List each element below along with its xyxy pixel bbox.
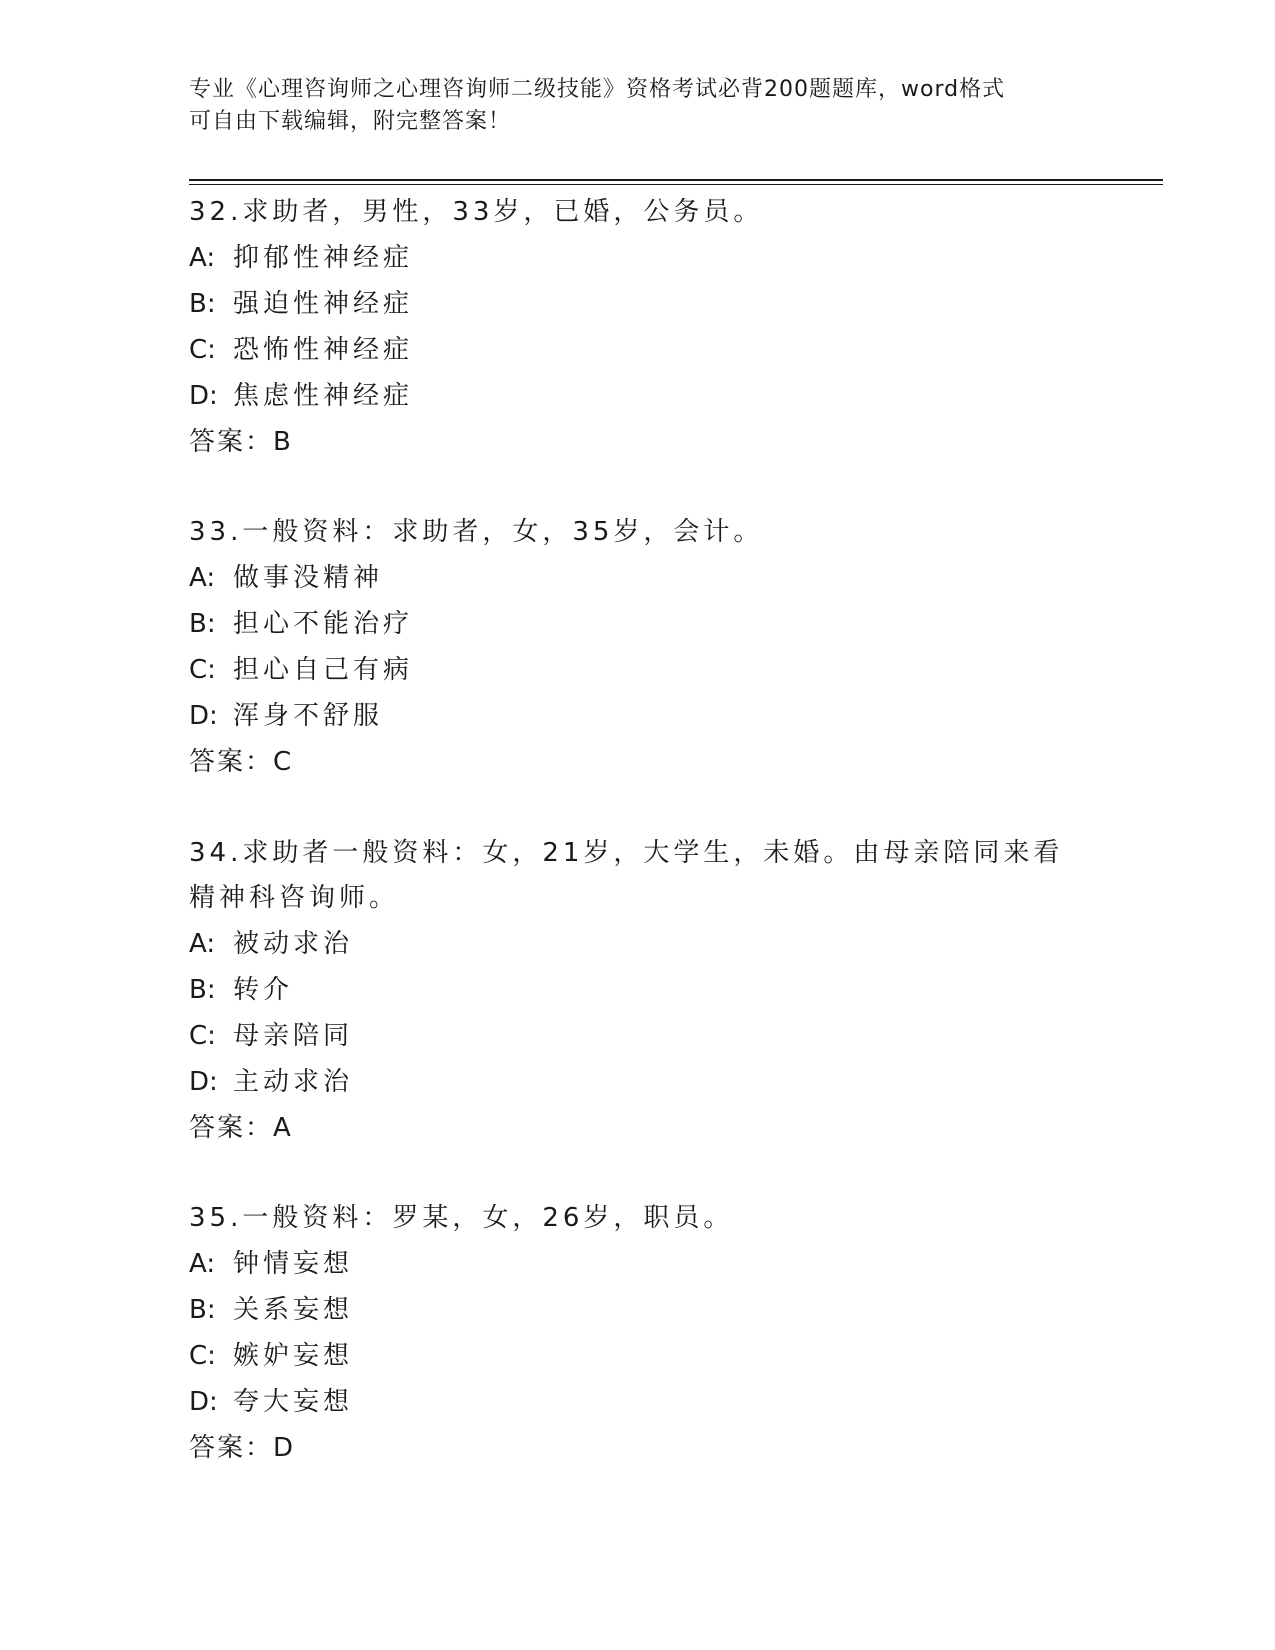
answer-line: 答案：B bbox=[189, 427, 293, 457]
option-text: 恐怖性神经症 bbox=[233, 335, 414, 365]
option-a bbox=[189, 921, 1089, 967]
question-35 bbox=[189, 1196, 1089, 1471]
option-text: 浑身不舒服 bbox=[233, 701, 384, 731]
question-stem: 32.求助者，男性，33岁，已婚，公务员。 bbox=[189, 197, 764, 227]
answer-line: 答案：D bbox=[189, 1433, 296, 1463]
option-key: C: bbox=[189, 1021, 216, 1051]
question-stem: 35.一般资料：罗某，女，26岁，职员。 bbox=[189, 1203, 734, 1233]
option-key: B: bbox=[189, 975, 216, 1005]
answer-line: 答案：A bbox=[189, 1113, 293, 1143]
option-text: 母亲陪同 bbox=[233, 1021, 354, 1051]
question-34 bbox=[189, 831, 1089, 1151]
header-divider-thin bbox=[189, 184, 1163, 185]
option-text: 担心自己有病 bbox=[233, 655, 414, 685]
option-text: 转介 bbox=[233, 975, 294, 1005]
option-key: A: bbox=[189, 1249, 216, 1279]
option-key: C: bbox=[189, 335, 216, 365]
option-text: 强迫性神经症 bbox=[233, 289, 414, 319]
option-text: 主动求治 bbox=[233, 1067, 354, 1097]
option-text: 焦虑性神经症 bbox=[233, 381, 414, 411]
option-text: 抑郁性神经症 bbox=[233, 243, 414, 273]
option-d bbox=[189, 1059, 1089, 1105]
option-key: B: bbox=[189, 289, 216, 319]
option-d bbox=[189, 1379, 1089, 1425]
option-c bbox=[189, 327, 1089, 373]
option-text: 被动求治 bbox=[233, 929, 354, 959]
option-key: A: bbox=[189, 929, 216, 959]
question-stem: 34.求助者一般资料：女，21岁，大学生，未婚。由母亲陪同来看精神科咨询师。 bbox=[189, 838, 1064, 913]
option-key: D: bbox=[189, 1387, 218, 1417]
header-line-2: 可自由下载编辑，附完整答案！ bbox=[189, 109, 512, 134]
document-header bbox=[189, 74, 1089, 138]
option-text: 关系妄想 bbox=[233, 1295, 354, 1325]
option-b bbox=[189, 967, 1089, 1013]
option-text: 做事没精神 bbox=[233, 563, 384, 593]
question-33 bbox=[189, 510, 1089, 785]
option-key: C: bbox=[189, 1341, 216, 1371]
option-a bbox=[189, 1241, 1089, 1287]
option-text: 钟情妄想 bbox=[233, 1249, 354, 1279]
option-c bbox=[189, 1013, 1089, 1059]
option-a bbox=[189, 555, 1089, 601]
option-b bbox=[189, 281, 1089, 327]
option-text: 嫉妒妄想 bbox=[233, 1341, 354, 1371]
option-key: B: bbox=[189, 1295, 216, 1325]
option-a bbox=[189, 235, 1089, 281]
option-d bbox=[189, 373, 1089, 419]
option-c bbox=[189, 1333, 1089, 1379]
option-b bbox=[189, 601, 1089, 647]
answer-line: 答案：C bbox=[189, 747, 294, 777]
question-32 bbox=[189, 190, 1089, 465]
option-key: C: bbox=[189, 655, 216, 685]
option-key: A: bbox=[189, 243, 216, 273]
option-key: D: bbox=[189, 381, 218, 411]
option-key: D: bbox=[189, 701, 218, 731]
option-text: 担心不能治疗 bbox=[233, 609, 414, 639]
option-text: 夸大妄想 bbox=[233, 1387, 354, 1417]
option-b bbox=[189, 1287, 1089, 1333]
option-key: B: bbox=[189, 609, 216, 639]
option-key: A: bbox=[189, 563, 216, 593]
question-stem: 33.一般资料：求助者，女，35岁，会计。 bbox=[189, 517, 764, 547]
header-line-1: 专业《心理咨询师之心理咨询师二级技能》资格考试必背200题题库，word格式 bbox=[189, 77, 1006, 102]
option-d bbox=[189, 693, 1089, 739]
header-divider-thick bbox=[189, 179, 1163, 181]
option-key: D: bbox=[189, 1067, 218, 1097]
option-c bbox=[189, 647, 1089, 693]
